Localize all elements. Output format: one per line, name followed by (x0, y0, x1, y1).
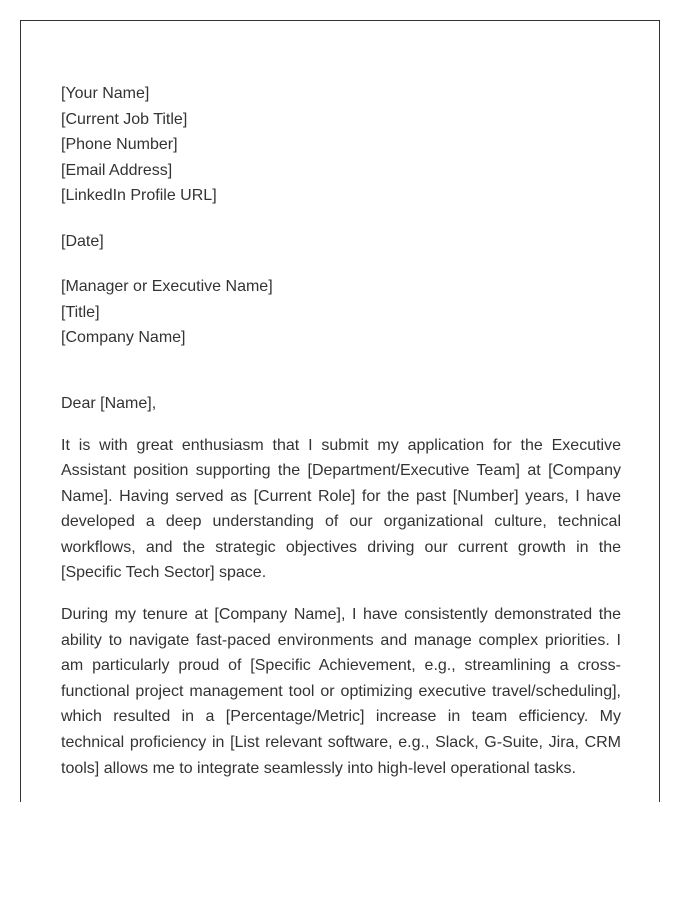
recipient-company: [Company Name] (61, 329, 186, 346)
spacer (61, 416, 621, 433)
salutation: Dear [Name], (61, 394, 157, 412)
body-paragraph: During my tenure at [Company Name], I have consistently demonstrated the ability to navigate fast-paced environments and manage complex priorities. I am particularly proud of [Specific Achievement, e.g., streamlining a cross-functional project management tool or optimizing executive travel/scheduling], which resulted in a [Percentage/Metric] increase in team efficiency. My technical proficiency in [List relevant software, e.g., Slack, G-Suite, Jira, CRM tools] allows me to integrate seamlessly into high-level operational tasks. (61, 606, 621, 777)
letter-page (20, 20, 660, 802)
sender-phone: [Phone Number] (61, 136, 178, 153)
sender-job-title: [Current Job Title] (61, 110, 188, 128)
letter-date: [Date] (61, 232, 104, 250)
spacer (61, 586, 621, 602)
spacer (61, 351, 621, 391)
spacer (61, 209, 621, 229)
letter-content (61, 81, 621, 781)
recipient-name: [Manager or Executive Name] (61, 278, 273, 295)
sender-block (61, 81, 621, 209)
sender-email: [Email Address] (61, 161, 173, 179)
sender-name: [Your Name] (61, 85, 150, 102)
spacer (61, 254, 621, 274)
recipient-title: [Title] (61, 303, 100, 321)
sender-linkedin: [LinkedIn Profile URL] (61, 187, 217, 204)
recipient-block (61, 274, 621, 351)
body-paragraph: It is with great enthusiasm that I submit my application for the Executive Assistant position supporting the [Department/Executive Team] at [Company Name]. Having served as [Current Role] for the past [Number] years, I have developed a deep understanding of our organizational culture, technical workflows, and the strategic objectives driving our current growth in the [Specific Tech Sector] space. (61, 436, 621, 582)
